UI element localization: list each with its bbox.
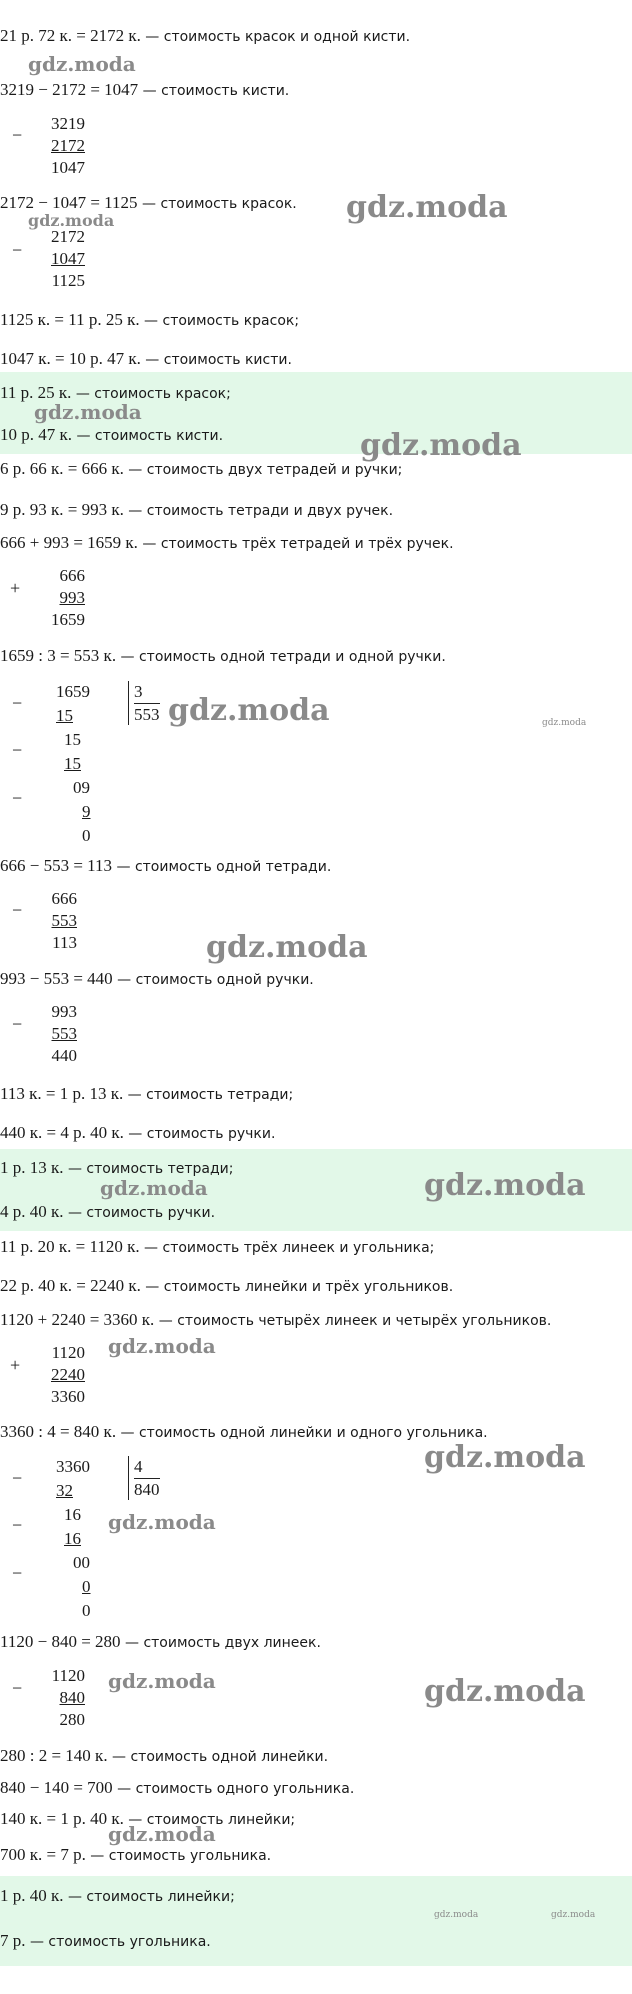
operand: 666: [51, 889, 77, 908]
watermark: gdz.moda: [424, 1440, 586, 1475]
operand: 1120: [51, 1343, 85, 1362]
subtrahend: 16: [64, 1529, 81, 1548]
minus-sign: −: [12, 693, 23, 713]
watermark: gdz.moda: [108, 1510, 216, 1534]
result: 1047: [51, 158, 85, 177]
subtrahend: 32: [56, 1481, 73, 1500]
watermark: gdz.moda: [28, 211, 115, 230]
watermark: gdz.moda: [360, 428, 522, 463]
watermark: gdz.moda: [434, 1910, 479, 1920]
operand: 1047: [51, 249, 85, 268]
minus-sign: −: [12, 740, 23, 760]
watermark: gdz.moda: [424, 1674, 586, 1709]
result: 1125: [51, 271, 85, 290]
watermark: gdz.moda: [206, 930, 368, 965]
plus-sign: +: [10, 1355, 21, 1375]
solution-line: 3360 : 4 = 840 к. — стоимость одной линейки и одного угольника.: [0, 1422, 488, 1441]
solution-line: 9 р. 93 к. = 993 к. — стоимость тетради и двух ручек.: [0, 500, 394, 519]
solution-line: 440 к. = 4 р. 40 к. — стоимость ручки.: [0, 1123, 276, 1142]
remainder: 15: [64, 730, 81, 749]
solution-line: 666 − 553 = 113 — стоимость одной тетради.: [0, 856, 332, 875]
solution-line: 840 − 140 = 700 — стоимость одного угольника.: [0, 1778, 355, 1797]
subtrahend: 15: [64, 754, 81, 773]
watermark: gdz.moda: [100, 1176, 208, 1200]
result: 440: [51, 1046, 77, 1065]
minus-sign: −: [12, 1515, 23, 1535]
solution-line: 6 р. 66 к. = 666 к. — стоимость двух тетрадей и ручки;: [0, 459, 403, 478]
minus-sign: −: [12, 1468, 23, 1488]
answer-line: 1 р. 13 к. — стоимость тетради;: [0, 1158, 234, 1177]
minus-sign: −: [12, 125, 23, 145]
solution-line: 280 : 2 = 140 к. — стоимость одной линейки.: [0, 1746, 329, 1765]
solution-line: 993 − 553 = 440 — стоимость одной ручки.: [0, 969, 314, 988]
watermark: gdz.moda: [108, 1669, 216, 1693]
divisor: 3: [134, 682, 143, 701]
watermark: gdz.moda: [34, 400, 142, 424]
watermark: gdz.moda: [346, 190, 508, 225]
operand: 840: [59, 1688, 85, 1707]
solution-line: 11 р. 20 к. = 1120 к. — стоимость трёх линеек и угольника;: [0, 1237, 435, 1256]
watermark: gdz.moda: [108, 1334, 216, 1358]
remainder: 0: [82, 1601, 91, 1620]
result: 113: [52, 933, 77, 952]
operand: 3219: [51, 114, 85, 133]
solution-line: 1120 − 840 = 280 — стоимость двух линеек.: [0, 1632, 321, 1651]
solution-line: 140 к. = 1 р. 40 к. — стоимость линейки;: [0, 1809, 296, 1828]
answer-line: 4 р. 40 к. — стоимость ручки.: [0, 1202, 216, 1221]
solution-line: 1659 : 3 = 553 к. — стоимость одной тетради и одной ручки.: [0, 646, 446, 665]
operand: 2240: [51, 1365, 85, 1384]
watermark: gdz.moda: [28, 52, 136, 76]
dividend: 3360: [56, 1457, 90, 1476]
minus-sign: −: [12, 900, 23, 920]
quotient: 840: [134, 1480, 160, 1499]
minus-sign: −: [12, 788, 23, 808]
watermark: gdz.moda: [542, 718, 587, 728]
operand: 553: [51, 1024, 77, 1043]
divisor: 4: [134, 1457, 143, 1476]
operand: 1120: [51, 1666, 85, 1685]
watermark: gdz.moda: [168, 693, 330, 728]
solution-line: 2172 − 1047 = 1125 — стоимость красок.: [0, 193, 297, 212]
result: 3360: [51, 1387, 85, 1406]
remainder: 16: [64, 1505, 81, 1524]
watermark: gdz.moda: [424, 1168, 586, 1203]
division-bar: [128, 1456, 129, 1500]
minus-sign: −: [12, 240, 23, 260]
division-bar: [128, 681, 129, 725]
operand: 666: [59, 566, 85, 585]
remainder: 09: [73, 778, 90, 797]
subtrahend: 0: [82, 1577, 91, 1596]
remainder: 0: [82, 826, 91, 845]
answer-line: 10 р. 47 к. — стоимость кисти.: [0, 425, 224, 444]
solution-line: 21 р. 72 к. = 2172 к. — стоимость красок и одной кисти.: [0, 26, 411, 45]
solution-line: 1047 к. = 10 р. 47 к. — стоимость кисти.: [0, 349, 292, 368]
remainder: 00: [73, 1553, 90, 1572]
solution-line: 666 + 993 = 1659 к. — стоимость трёх тетрадей и трёх ручек.: [0, 533, 454, 552]
operand: 2172: [51, 136, 85, 155]
solution-line: 113 к. = 1 р. 13 к. — стоимость тетради;: [0, 1084, 294, 1103]
solution-line: 700 к. = 7 р. — стоимость угольника.: [0, 1845, 272, 1864]
answer-line: 7 р. — стоимость угольника.: [0, 1931, 211, 1950]
subtrahend: 9: [82, 802, 91, 821]
solution-line: 3219 − 2172 = 1047 — стоимость кисти.: [0, 80, 290, 99]
minus-sign: −: [12, 1563, 23, 1583]
plus-sign: +: [10, 578, 21, 598]
solution-line: 1125 к. = 11 р. 25 к. — стоимость красок;: [0, 310, 300, 329]
operand: 553: [51, 911, 77, 930]
operand: 993: [51, 1002, 77, 1021]
subtrahend: 15: [56, 706, 73, 725]
operand: 2172: [51, 227, 85, 246]
minus-sign: −: [12, 1678, 23, 1698]
result: 1659: [51, 610, 85, 629]
quotient: 553: [134, 705, 160, 724]
dividend: 1659: [56, 682, 90, 701]
operand: 993: [59, 588, 85, 607]
answer-line: 1 р. 40 к. — стоимость линейки;: [0, 1886, 235, 1905]
watermark: gdz.moda: [551, 1910, 596, 1920]
result: 280: [59, 1710, 85, 1729]
solution-line: 1120 + 2240 = 3360 к. — стоимость четырёх линеек и четырёх угольников.: [0, 1310, 552, 1329]
watermark: gdz.moda: [108, 1822, 216, 1846]
answer-line: 11 р. 25 к. — стоимость красок;: [0, 383, 231, 402]
minus-sign: −: [12, 1014, 23, 1034]
solution-line: 22 р. 40 к. = 2240 к. — стоимость линейки и трёх угольников.: [0, 1276, 454, 1295]
